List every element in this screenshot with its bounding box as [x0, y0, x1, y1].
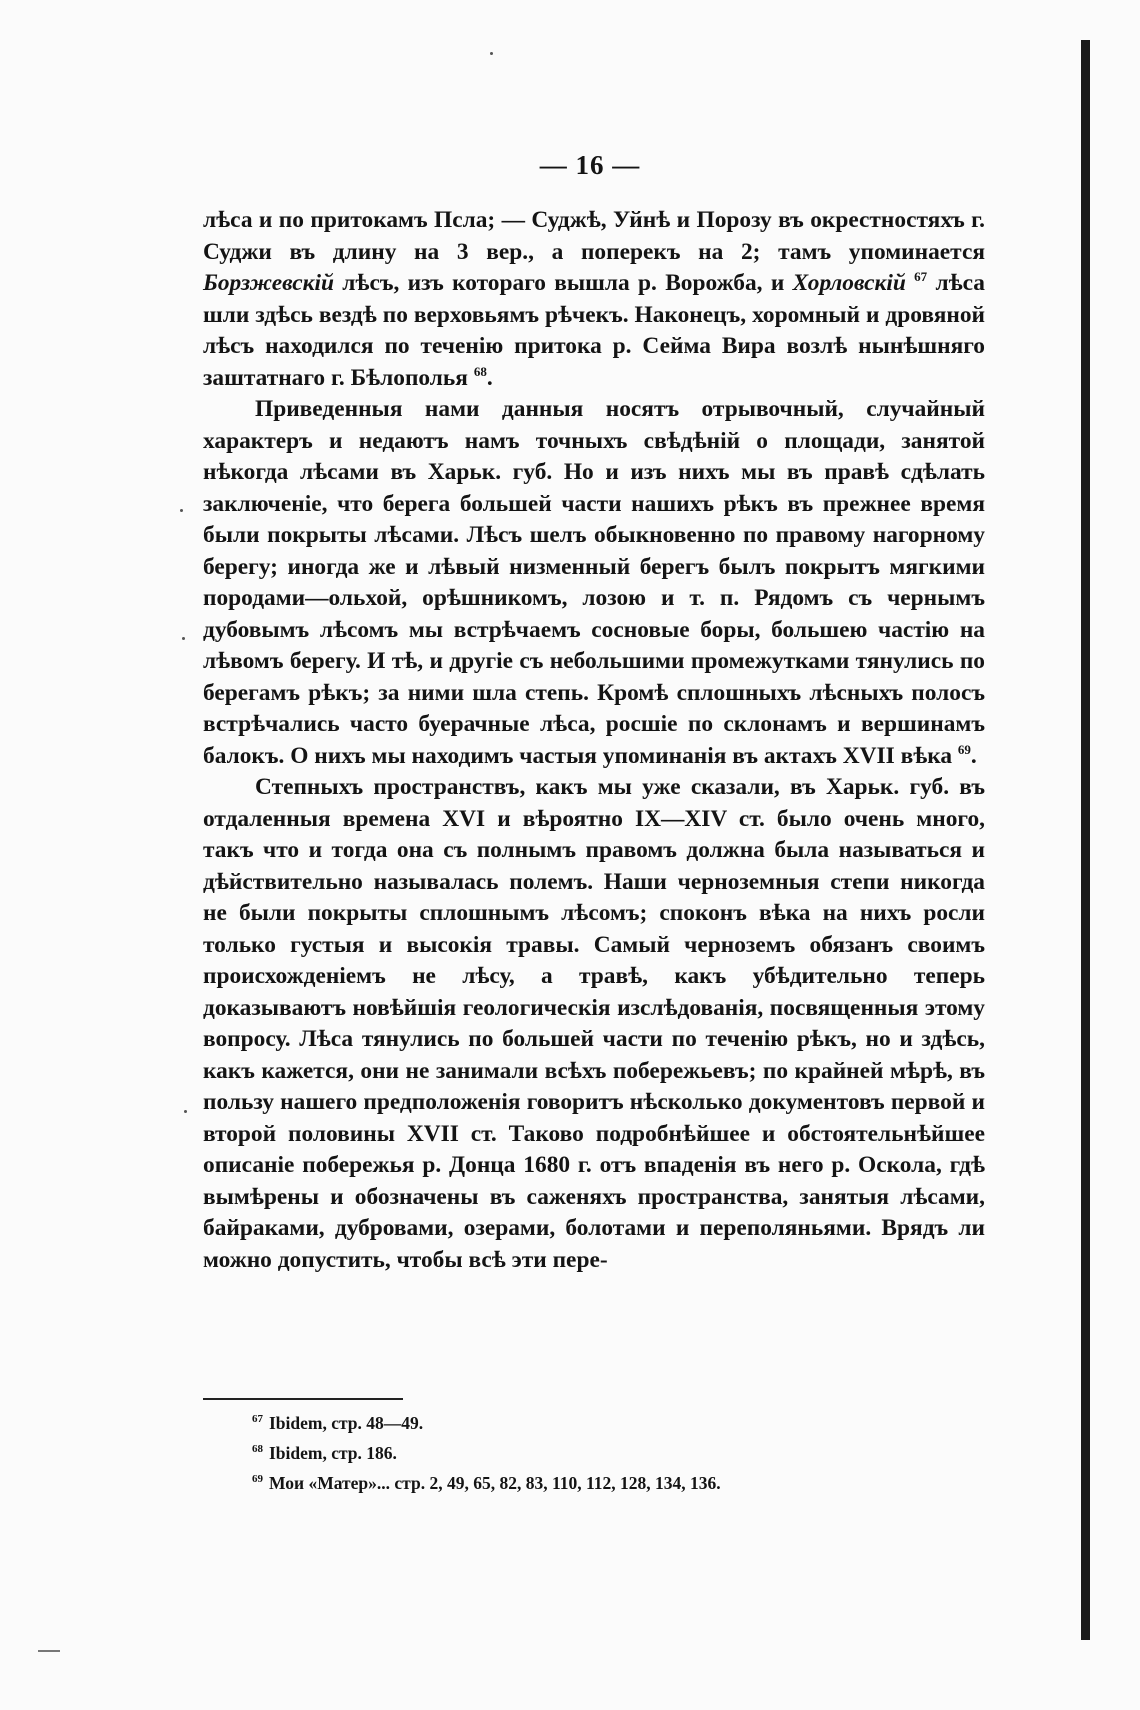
emphasis-forest-name: Хорловскій	[792, 270, 906, 296]
paragraph-1	[203, 205, 985, 394]
footnote-text: Ibidem, стр. 48—49.	[269, 1413, 424, 1433]
paragraph-3	[203, 772, 985, 1276]
paragraph-2	[203, 394, 985, 772]
footnote-ref-69: 69	[957, 741, 971, 757]
footnote-text: Ibidem, стр. 186.	[269, 1443, 397, 1463]
scan-edge-bar	[1081, 40, 1090, 1640]
text-run: Степныхъ пространствъ, какъ мы уже сказали, въ Харьк. губ. въ отдаленныя времена XVI и вѣроятно IX—XIV ст. было очень много, такъ что и тогда она съ полнымъ правомъ должна была называться и дѣйствительно называлась полемъ. Наши черноземныя степи никогда не были покрыты сплошнымъ лѣсомъ; споконъ вѣка на нихъ росли только густыя и высокія травы. Самый черноземъ обязанъ своимъ происхожденіемъ не лѣсу, а травѣ, какъ убѣдительно теперь доказываютъ новѣйшія геологическія изслѣдованія, посвященныя этому вопросу. Лѣса тянулись по большей части по теченію рѣкъ, но и здѣсь, какъ кажется, они не занимали всѣхъ побережьевъ; по крайней мѣрѣ, въ пользу нашего предположенія говоритъ нѣсколько документовъ первой и второй половины XVII ст. Таково подробнѣйшее и обстоятельнѣйшее описаніе побережья р. Донца 1680 г. отъ впаденія въ него р. Оскола, гдѣ вымѣрены и обозначены въ саженяхъ пространства, занятыя лѣсами, байраками, дубровами, озерами, болотами и переполяньями. Врядъ ли можно допустить, чтобы всѣ эти пере-	[203, 774, 985, 1273]
footnote-ref-68: 68	[473, 363, 487, 379]
footnote-number: 68	[252, 1443, 263, 1456]
footnote-68	[252, 1438, 972, 1468]
scan-speck	[180, 509, 183, 512]
page-number: — 16 —	[539, 150, 641, 180]
text-run: лѣса шли здѣсь вездѣ по верховьямъ рѣчекъ. Наконецъ, хоромный и дровяной лѣсъ находился по теченію притока р. Сейма Вира возлѣ нынѣшняго заштатнаго г. Бѣлополья	[203, 270, 985, 391]
scan-speck	[182, 637, 185, 640]
body-text	[203, 205, 985, 1276]
margin-mark	[38, 1650, 60, 1652]
scan-speck	[490, 52, 493, 55]
footnote-ref-67: 67	[914, 269, 928, 285]
footnote-67	[252, 1408, 972, 1438]
footnote-divider	[203, 1398, 403, 1400]
footnote-69	[252, 1468, 972, 1498]
footnote-text: Мои «Матер»... стр. 2, 49, 65, 82, 83, 110, 112, 128, 134, 136.	[269, 1473, 721, 1493]
footnotes	[252, 1408, 972, 1498]
text-run: Приведенныя нами данныя носятъ отрывочный, случайный характеръ и недаютъ намъ точныхъ свѣдѣній о площади, занятой нѣкогда лѣсами въ Харьк. губ. Но и изъ нихъ мы въ правѣ сдѣлать заключеніе, что берега большей части нашихъ рѣкъ въ прежнее время были покрыты лѣсами. Лѣсъ шелъ обыкновенно по правому нагорному берегу; иногда же и лѣвый низменный берегъ былъ покрытъ мягкими породами—ольхой, орѣшникомъ, лозою и т. п. Рядомъ съ чернымъ дубовымъ лѣсомъ мы встрѣчаемъ сосновые боры, большею частію на лѣвомъ берегу. И тѣ, и другіе съ небольшими промежутками тянулись по берегамъ рѣкъ; за ними шла степь. Кромѣ сплошныхъ лѣсныхъ полосъ встрѣчались часто буерачные лѣса, росшіе по склонамъ и вершинамъ балокъ. О нихъ мы находимъ частыя упоминанія въ актахъ XVII вѣка	[203, 396, 985, 769]
text-run: .	[970, 742, 977, 769]
text-run: лѣса и по притокамъ Псла; — Суджѣ, Уйнѣ и Порозу въ окрестностяхъ г. Суджи въ длину на 3 вер., а поперекъ на 2; тамъ упоминается	[203, 207, 985, 265]
text-run: лѣсъ, изъ котораго вышла р. Ворожба, и	[334, 270, 793, 296]
footnote-number: 67	[252, 1413, 263, 1426]
scan-speck	[184, 1110, 187, 1113]
emphasis-forest-name: Борзжевскій	[203, 270, 334, 296]
footnote-number: 69	[252, 1473, 263, 1486]
text-run: .	[486, 364, 493, 391]
